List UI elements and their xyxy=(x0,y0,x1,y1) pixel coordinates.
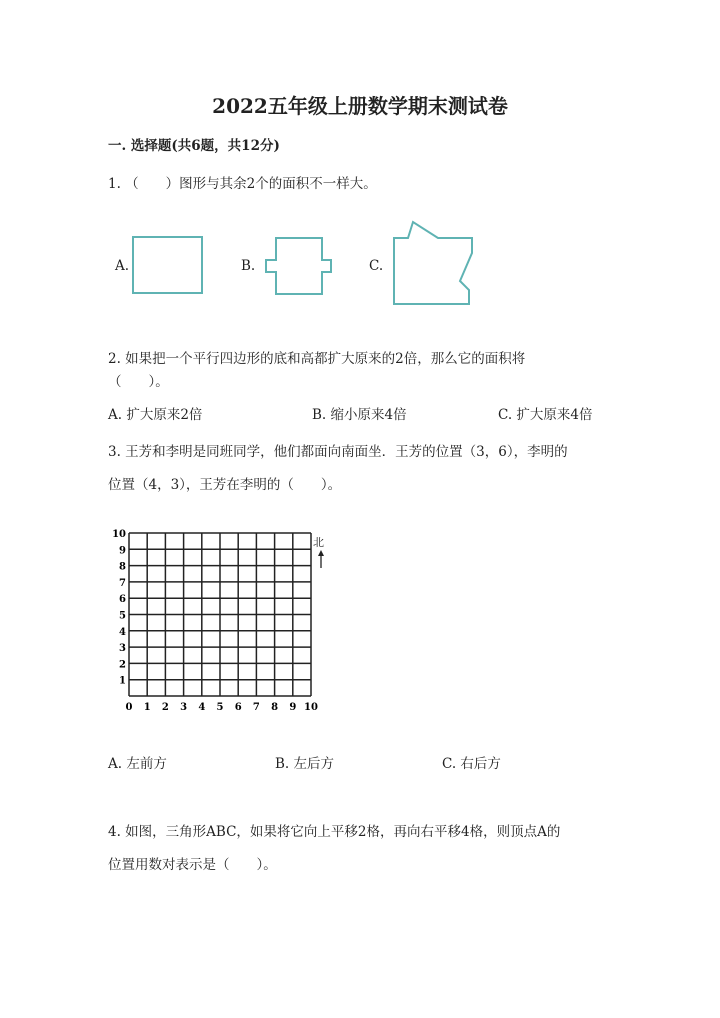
north-arrowhead-icon xyxy=(318,550,324,556)
q3-text-line2: 位置（4，3），王芳在李明的（ ）。 xyxy=(108,477,342,493)
q2-option-a: A. 扩大原来2倍 xyxy=(108,407,203,423)
q1-text: 1. （ ）图形与其余2个的面积不一样大。 xyxy=(108,176,377,192)
x-tick-label: 3 xyxy=(180,702,188,713)
y-tick-label: 8 xyxy=(119,561,126,573)
y-tick-label: 5 xyxy=(119,610,126,622)
y-tick-label: 6 xyxy=(119,594,126,606)
x-tick-label: 7 xyxy=(252,702,260,713)
x-tick-label: 8 xyxy=(271,702,279,713)
q1-option-c: C. xyxy=(369,258,384,274)
q3-option-c: C. 右后方 xyxy=(442,756,501,772)
y-tick-label: 1 xyxy=(119,675,126,687)
q3-option-b: B. 左后方 xyxy=(275,756,335,772)
y-tick-label: 9 xyxy=(119,545,126,557)
y-tick-label: 10 xyxy=(112,529,126,540)
section-heading: 一. 选择题(共6题，共12分) xyxy=(108,138,280,154)
y-tick-label: 2 xyxy=(119,659,126,671)
y-tick-label: 7 xyxy=(119,577,126,589)
x-tick-label: 5 xyxy=(216,702,224,713)
x-tick-label: 9 xyxy=(289,702,297,713)
x-tick-label: 1 xyxy=(143,702,151,713)
q1-option-a: A. xyxy=(115,258,130,274)
q2-text-line2: （ ）。 xyxy=(108,374,169,390)
page-title: 2022五年级上册数学期末测试卷 xyxy=(212,94,508,118)
q4-text-line1: 4. 如图，三角形ABC，如果将它向上平移2格，再向右平移4格，则顶点A的 xyxy=(108,824,561,840)
q1-option-b: B. xyxy=(241,258,256,274)
q2-text-line1: 2. 如果把一个平行四边形的底和高都扩大原来的2倍，那么它的面积将 xyxy=(108,351,526,367)
q2-option-b: B. 缩小原来4倍 xyxy=(312,407,407,423)
x-tick-label: 2 xyxy=(161,702,169,713)
x-tick-label: 4 xyxy=(198,702,206,713)
x-tick-label: 6 xyxy=(234,702,242,713)
q2-option-c: C. 扩大原来4倍 xyxy=(498,407,593,423)
q3-option-a: A. 左前方 xyxy=(108,756,167,772)
y-tick-label: 4 xyxy=(119,626,126,638)
x-tick-label: 10 xyxy=(304,702,318,713)
q4-text-line2: 位置用数对表示是（ ）。 xyxy=(108,857,277,873)
y-tick-label: 3 xyxy=(119,643,126,655)
north-label: 北 xyxy=(313,536,324,549)
x-tick-label: 0 xyxy=(125,702,133,713)
q3-text-line1: 3. 王芳和李明是同班同学，他们都面向南面坐．王芳的位置（3，6），李明的 xyxy=(108,444,568,460)
